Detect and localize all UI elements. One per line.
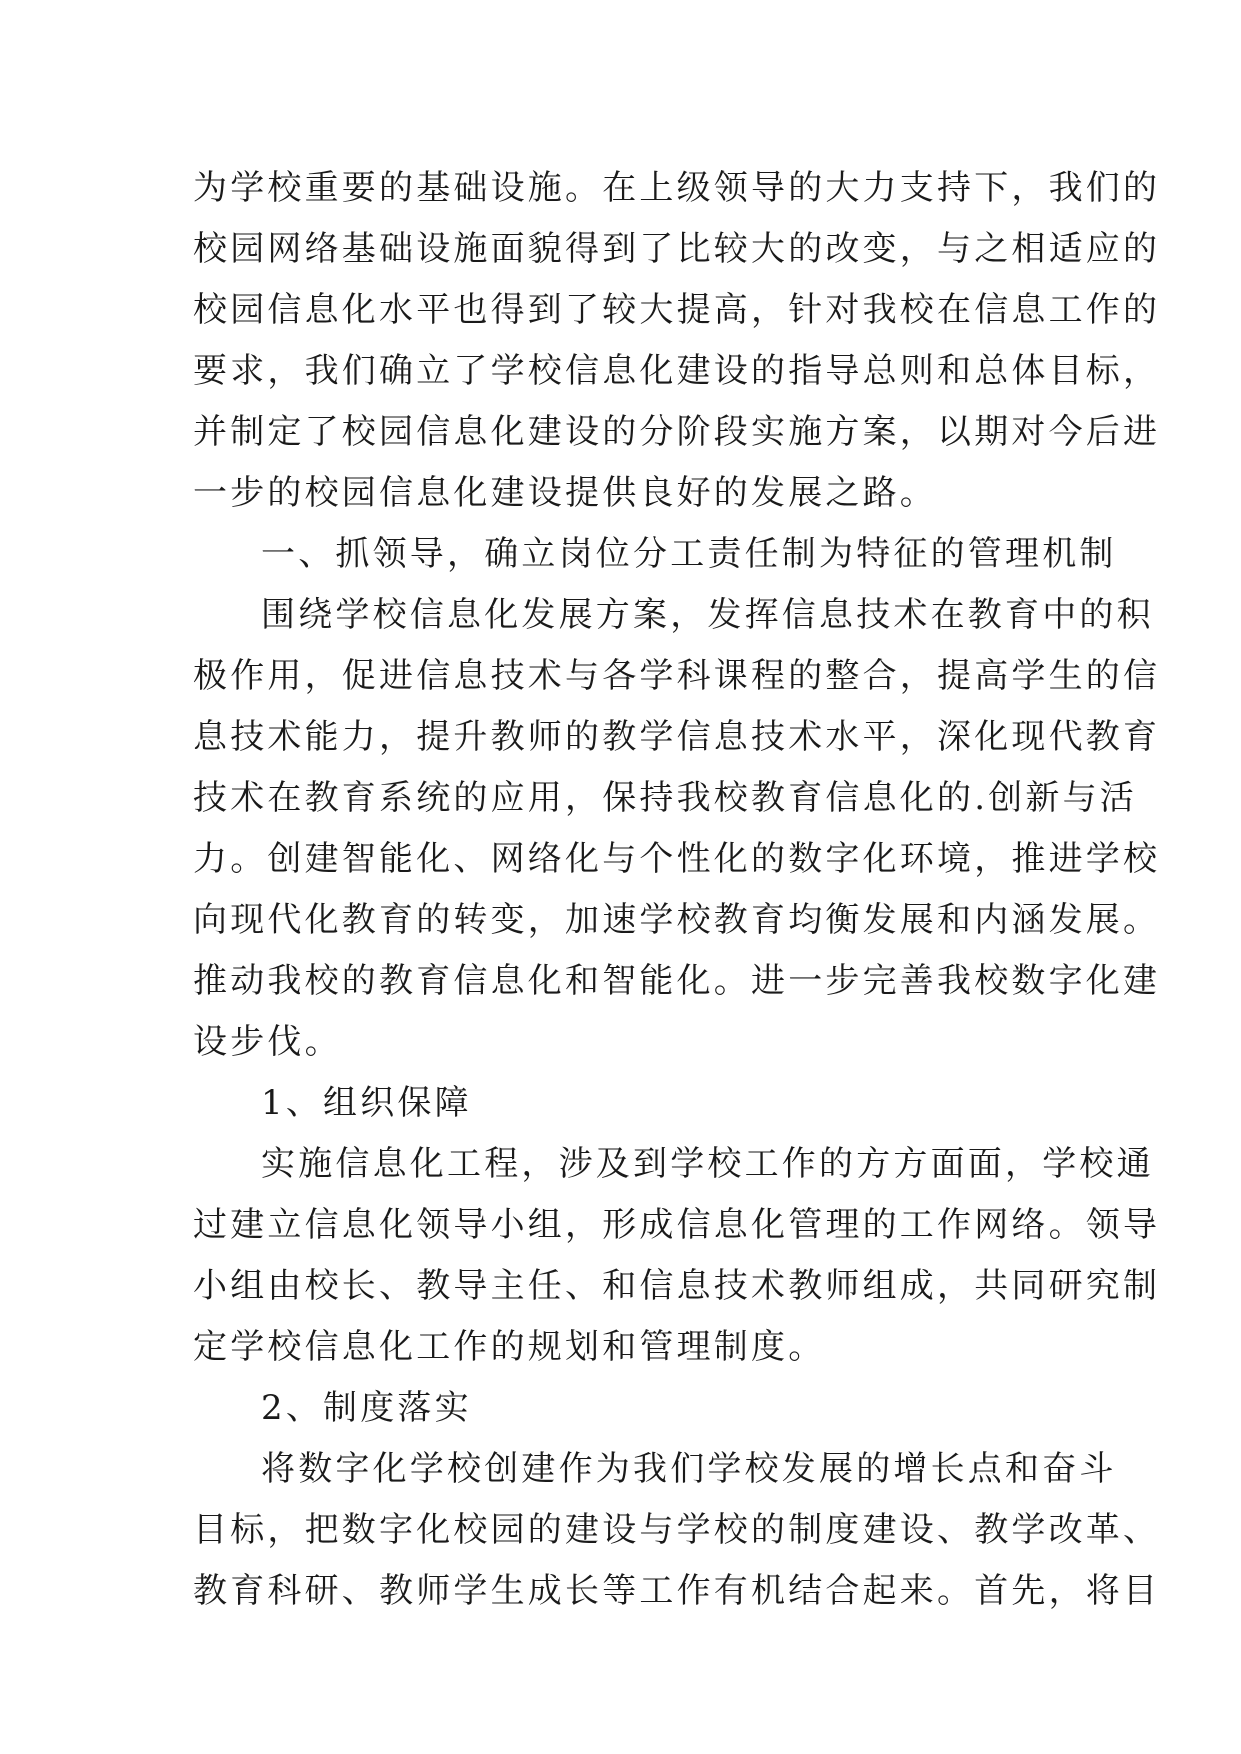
text-line: 设步伐。	[193, 1022, 342, 1062]
text-line: 一步的校园信息化建设提供良好的发展之路。	[193, 473, 937, 513]
text-line: 息技术能力，提升教师的教学信息技术水平，深化现代教育	[193, 717, 1161, 757]
text-line: 目标，把数字化校园的建设与学校的制度建设、教学改革、	[193, 1510, 1161, 1550]
text-line: 过建立信息化领导小组，形成信息化管理的工作网络。领导	[193, 1205, 1161, 1245]
text-line: 教育科研、教师学生成长等工作有机结合起来。首先，将目	[193, 1571, 1161, 1611]
text-line: 校园网络基础设施面貌得到了比较大的改变，与之相适应的	[193, 229, 1161, 269]
subsection-heading: 1、组织保障	[261, 1083, 472, 1123]
text-line: 推动我校的教育信息化和智能化。进一步完善我校数字化建	[193, 961, 1161, 1001]
text-line: 为学校重要的基础设施。在上级领导的大力支持下，我们的	[193, 168, 1161, 208]
text-line: 力。创建智能化、网络化与个性化的数字化环境，推进学校	[193, 839, 1161, 879]
paragraph-start: 将数字化学校创建作为我们学校发展的增长点和奋斗	[261, 1449, 1117, 1489]
text-line: 定学校信息化工作的规划和管理制度。	[193, 1327, 826, 1367]
section-heading: 一、抓领导，确立岗位分工责任制为特征的管理机制	[261, 534, 1117, 574]
text-line: 并制定了校园信息化建设的分阶段实施方案，以期对今后进	[193, 412, 1161, 452]
text-line: 向现代化教育的转变，加速学校教育均衡发展和内涵发展。	[193, 900, 1161, 940]
text-line: 小组由校长、教导主任、和信息技术教师组成，共同研究制	[193, 1266, 1161, 1306]
paragraph-start: 实施信息化工程，涉及到学校工作的方方面面，学校通	[261, 1144, 1154, 1184]
document-body	[193, 158, 1161, 1622]
text-line: 极作用，促进信息技术与各学科课程的整合，提高学生的信	[193, 656, 1161, 696]
text-line: 技术在教育系统的应用，保持我校教育信息化的.创新与活	[193, 778, 1138, 818]
text-line: 校园信息化水平也得到了较大提高，针对我校在信息工作的	[193, 290, 1161, 330]
text-line: 要求，我们确立了学校信息化建设的指导总则和总体目标，	[193, 351, 1161, 391]
paragraph-start: 围绕学校信息化发展方案，发挥信息技术在教育中的积	[261, 595, 1154, 635]
subsection-heading: 2、制度落实	[261, 1388, 472, 1428]
